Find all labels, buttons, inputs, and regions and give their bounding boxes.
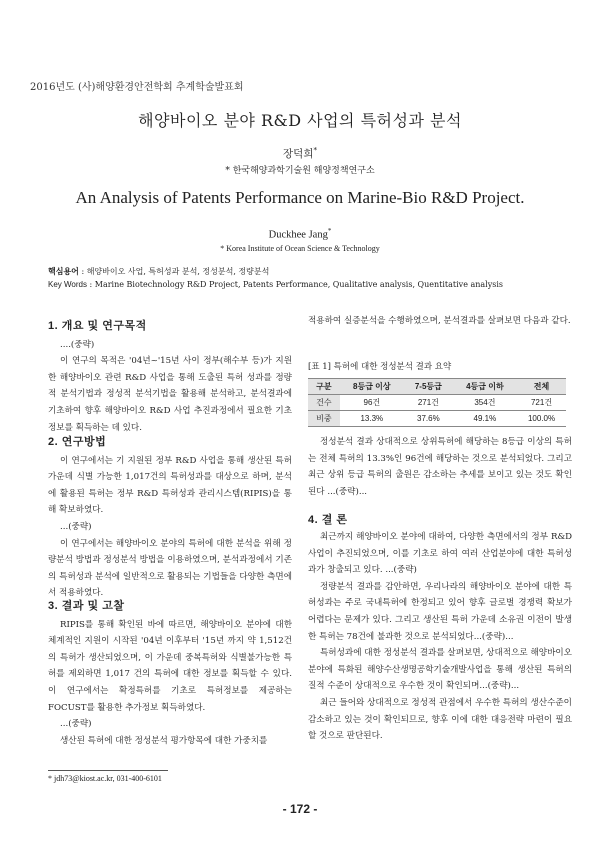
section-4-heading: 4. 결 론	[308, 514, 348, 527]
table-cell: 건수	[308, 395, 340, 411]
section-2	[48, 434, 292, 602]
footnote: * jdh73@kiost.ac.kr, 031-400-6101	[48, 774, 162, 783]
page-number: - 172 -	[282, 802, 318, 816]
section-3	[48, 598, 292, 749]
keywords-korean-label: 핵심용어	[48, 267, 79, 276]
right-paragraph-4: 특허성과에 대한 정성분석 결과를 살펴보면, 상대적으로 해양바이오 분야에 특화된 해양수산생명공학기술개발사업을 통해 생산된 특허의 질적 수준이 상대적으로 우수한 것이 확인되며...(중략)...	[308, 648, 572, 692]
section-2-paragraph-1: 이 연구에서는 기 지원된 정부 R&D 사업을 통해 생산된 특허 가운데 식별 가능한 1,017건의 특허성과를 대상으로 하며, 분석에 활용된 특허는 정부 R&D 특허성과 관리시스템(RIPIS)을 통해 확보하였다.	[48, 455, 292, 516]
table-1-caption: [표 1] 특허에 대한 정성분석 결과 요약	[308, 362, 452, 372]
table-cell: 721건	[517, 395, 566, 411]
section-1-heading: 1. 개요 및 연구목적	[48, 320, 147, 332]
right-column-body	[308, 434, 572, 745]
right-paragraph-5: 최근 들어와 상대적으로 정성적 관점에서 우수한 특허의 생산수준이 감소하고 있는 것이 확인되므로, 향후 이에 대한 대응전략 마련이 필요할 것으로 판단된다.	[308, 697, 572, 742]
section-2-paragraph-3: 이 연구에서는 해양바이오 분야의 특허에 대한 분석을 위해 정량분석 방법과 정성분석 방법을 이용하였으며, 분석과정에서 기존의 특허성과 분석에 일반적으로 활용되는 기법들을 다양한 측면에서 적용하였다.	[48, 538, 292, 599]
paper-title-english: An Analysis of Patents Performance on Marine-Bio R&D Project.	[75, 188, 525, 207]
table-cell: 271건	[404, 395, 453, 411]
author-korean	[0, 146, 600, 161]
section-2-heading: 2. 연구방법	[48, 436, 107, 448]
right-paragraph-0: 적용하여 실증분석을 수행하였으며, 분석결과를 살펴보면 다음과 같다.	[308, 316, 571, 326]
table-header-cell: 8등급 이상	[340, 379, 404, 395]
author-korean-name: 장덕희	[283, 148, 314, 160]
right-paragraph-3: 정량분석 결과를 감안하면, 우리나라의 해양바이오 분야에 대한 특허성과는 주로 국내특허에 한정되고 있어 향후 글로벌 경쟁력 확보가 어렵다는 문제가 있다. 그리고 생산된 특허 가운데 소유권 이전이 발생한 특허는 78건에 불과한 것으로 분석되었다...(중략)...	[308, 581, 572, 642]
section-1-paragraph-1: 이 연구의 목적은 '04년~'15년 사이 정부(해수부 등)가 지원한 해양바이오 관련 R&D 사업을 통해 도출된 특허 성과를 정량적 분석기법과 정성적 분석기법을 활용해 분석하고, 분석결과에 기초하여 향후 해양바이오 R&D 사업 추진과정에서 필요한 기초정보를 획득하는 데 있다.	[48, 356, 292, 433]
keywords-english-label: Key Words	[48, 280, 87, 289]
table-cell: 96건	[340, 395, 404, 411]
author-english-name: Duckhee Jang	[268, 229, 328, 241]
author-english	[0, 227, 600, 241]
right-paragraph-2: 최근까지 해양바이오 분야에 대하여, 다양한 측면에서의 정부 R&D 사업이 추진되었으며, 이를 기초로 하여 여러 산업분야에 대한 특허성과가 창출되고 있다. ...(중략)	[308, 531, 572, 576]
affiliation-english: * Korea Institute of Ocean Science & Technology	[220, 244, 380, 253]
right-column-intro	[308, 313, 572, 330]
affiliation-korean: * 한국해양과학기술원 해양정책연구소	[225, 166, 375, 176]
table-cell: 37.6%	[404, 411, 453, 427]
conference-header: 2016년도 (사)해양환경안전학회 추계학술발표회	[30, 82, 244, 93]
section-1	[48, 318, 292, 436]
table-1-block	[308, 360, 572, 427]
section-3-paragraph-3: 생산된 특허에 대한 정성분석 평가항목에 대한 가중치를	[60, 735, 268, 746]
keywords-english	[48, 279, 503, 291]
table-cell: 49.1%	[453, 411, 517, 427]
table-header-cell: 구분	[308, 379, 340, 395]
keywords-english-text: : Marine Biotechnology R&D Project, Patents Performance, Qualitative analysis, Quentitative analysis	[86, 280, 504, 289]
right-paragraph-1: 정성분석 결과 상대적으로 상위특허에 해당하는 8등급 이상의 특허는 전체 특허의 13.3%인 96건에 해당하는 것으로 분석되었다. 그리고 최근 상위 등급 특허의 출원은 감소하는 추세를 보이고 있는 것도 확인된다 ...(중략)...	[308, 437, 572, 497]
author-korean-mark: *	[313, 146, 317, 155]
paper-title-korean: 해양바이오 분야 R&D 사업의 특허성과 분석	[138, 111, 462, 130]
section-3-paragraph-2: ...(중략)	[60, 719, 92, 730]
section-2-paragraph-2: ...(중략)	[60, 521, 92, 532]
table-header-cell: 7-5등급	[404, 379, 453, 395]
table-header-row	[308, 379, 566, 395]
footnote-divider	[48, 770, 168, 771]
section-1-paragraph-0: ....(중략)	[60, 339, 95, 350]
author-english-mark: *	[327, 227, 332, 235]
table-header-cell: 전체	[517, 379, 566, 395]
table-row	[308, 395, 566, 411]
table-row	[308, 411, 566, 427]
table-1	[308, 378, 566, 427]
keywords-korean-text: : 해양바이오 사업, 특허성과 분석, 정성분석, 정량분석	[78, 267, 270, 276]
section-3-heading: 3. 결과 및 고찰	[48, 600, 125, 612]
table-cell: 비중	[308, 411, 340, 427]
table-cell: 13.3%	[340, 411, 404, 427]
section-3-paragraph-1: RIPIS를 통해 확인된 바에 따르면, 해양바이오 분야에 대한 체계적인 지원이 시작된 '04년 이후부터 '15년 까지 약 1,512건의 특허가 생산되었으며, 이 가운데 중복특허와 식별불가능한 특허를 제외하면 1,017 건의 특허에 대한 정보를 획득할 수 있다. 이 연구에서는 확정특허를 기초로 특허정보를 제공하는 FOCUST를 활용한 추가정보 획득하였다.	[48, 619, 292, 713]
keywords-korean	[48, 266, 269, 278]
table-header-cell: 4등급 이하	[453, 379, 517, 395]
table-cell: 100.0%	[517, 411, 566, 427]
table-cell: 354건	[453, 395, 517, 411]
